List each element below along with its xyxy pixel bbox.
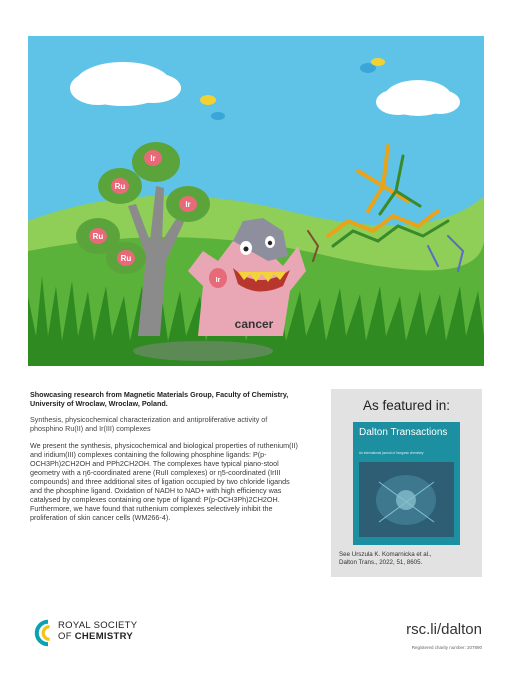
showcase-heading: Showcasing research from Magnetic Materials Group, Faculty of Chemistry, University of Wroclaw, Wroclaw, Poland. [30, 390, 289, 408]
journal-title: Dalton Transactions [359, 427, 448, 438]
rsc-logo-text [58, 620, 137, 642]
citation-line-2: Dalton Trans., 2022, 51, 8605. [339, 559, 423, 566]
featured-heading: As featured in: [362, 398, 451, 413]
journal-cover[interactable] [353, 422, 460, 545]
article-abstract: We present the synthesis, physicochemical and biological properties of ruthenium(II) and iridium(III) complexes containing the following phosphine ligands: P(p-OCH3Ph)2CH2OH and PPh2CH2OH. The complexes have typical piano-stool geometry with a η6-coordinated arene (RuII complexes) or η5-coordinated (IrIII compounds) and three additional sites of ligation occupied by two chloride ligands and the phosphine ligand. Oxidation of NADH to NAD+ with high efficiency was catalysed by complexes containing one type of ligand: P(p-OCH3Ph)2CH2OH. Furthermore, we have found that ruthenium complexes selectively inhibit the proliferation of skin cancer cells (WM266-4). [30, 441, 298, 522]
logo-line-1: ROYAL SOCIETY [58, 620, 138, 631]
cancer-label: cancer [234, 317, 274, 331]
citation [339, 551, 479, 567]
shadow [133, 341, 273, 361]
rsc-logo-icon [32, 617, 56, 649]
monster-hand-label-ir: Ir [215, 277, 221, 284]
showcase-panel [30, 390, 300, 522]
cover-image [359, 462, 454, 537]
cover-artwork [28, 36, 484, 366]
logo-line-2-bold: CHEMISTRY [74, 631, 134, 642]
leaf-label-ru-3: Ru [120, 254, 132, 263]
logo-line-2-prefix: OF [58, 631, 75, 642]
journal-url-link[interactable]: rsc.li/dalton [406, 621, 482, 638]
article-title: Synthesis, physicochemical characterization and antiproliferative activity of phosphino Ru(II) and Ir(III) complexes [30, 415, 268, 433]
featured-panel [331, 389, 482, 577]
leaf-label-ru-2: Ru [92, 232, 104, 241]
journal-cover-subtitle: An international journal of inorganic chemistry [359, 451, 424, 455]
leaf-label-ru-1: Ru [114, 182, 126, 191]
leaf-label-ir-2: Ir [185, 200, 191, 209]
charity-number: Registered charity number: 207890 [411, 645, 482, 650]
citation-line-1: See Urszula K. Komarnicka et al., [339, 551, 432, 558]
leaf-label-ir-1: Ir [150, 154, 156, 163]
